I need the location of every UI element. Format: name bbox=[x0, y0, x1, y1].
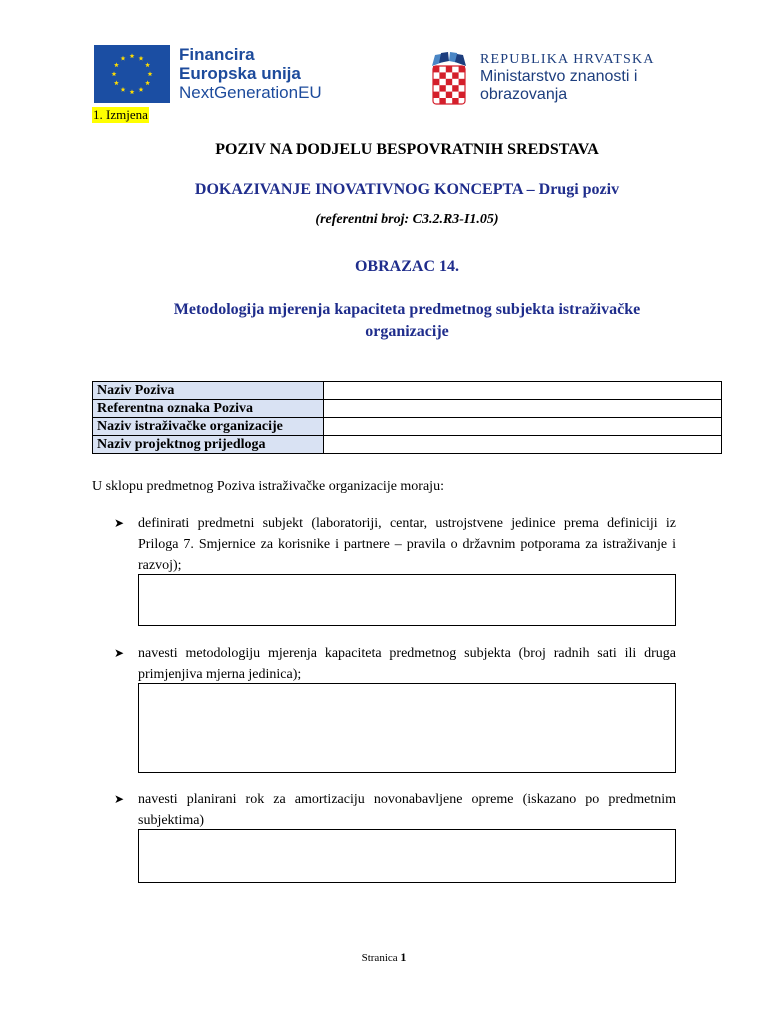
checkerboard-square bbox=[446, 92, 452, 98]
page-number: 1 bbox=[400, 950, 407, 964]
checkerboard-square bbox=[439, 72, 445, 78]
ministry-logo-line2: Ministarstvo znanosti i bbox=[480, 68, 638, 85]
answer-box[interactable] bbox=[138, 574, 676, 626]
eu-star-icon bbox=[145, 80, 150, 85]
form-title bbox=[0, 299, 768, 343]
document-title: POZIV NA DODJELU BESPOVRATNIH SREDSTAVA bbox=[215, 141, 599, 158]
eu-star-icon bbox=[130, 89, 135, 94]
document-subtitle: DOKAZIVANJE INOVATIVNOG KONCEPTA – Drugi poziv bbox=[194, 181, 620, 198]
eu-star-icon bbox=[139, 56, 144, 61]
bullet-text: navesti planirani rok za amortizaciju novonabavljene opreme (iskazano po predmetnim subjektima) bbox=[138, 792, 676, 828]
reference-number: (referentni broj: C3.2.R3-I1.05) bbox=[315, 212, 499, 227]
bullet-item bbox=[114, 643, 676, 685]
checkerboard-square bbox=[433, 79, 439, 85]
eu-star-icon bbox=[148, 71, 153, 76]
eu-logo-line1: Financira bbox=[179, 45, 255, 64]
answer-box[interactable] bbox=[138, 829, 676, 883]
checkerboard-square bbox=[446, 66, 452, 72]
eu-star-icon bbox=[121, 87, 126, 92]
eu-flag-icon bbox=[94, 45, 170, 103]
info-table bbox=[92, 381, 722, 454]
info-label: Referentna oznaka Poziva bbox=[93, 400, 324, 418]
form-title-line2: organizacije bbox=[365, 323, 449, 340]
table-row bbox=[93, 400, 722, 418]
info-label: Naziv projektnog prijedloga bbox=[93, 436, 324, 454]
bullet-item bbox=[114, 513, 676, 576]
checkerboard-square bbox=[446, 79, 452, 85]
info-value-field[interactable] bbox=[324, 418, 722, 436]
checkerboard-square bbox=[459, 92, 465, 98]
checkerboard-square bbox=[433, 66, 439, 72]
form-number: OBRAZAC 14. bbox=[354, 258, 459, 275]
eu-star-icon bbox=[139, 87, 144, 92]
table-row bbox=[93, 382, 722, 400]
eu-star-icon bbox=[112, 71, 117, 76]
eu-star-icon bbox=[145, 62, 150, 67]
checkerboard-square bbox=[452, 85, 458, 91]
bullet-item bbox=[114, 789, 676, 831]
info-value-field[interactable] bbox=[324, 400, 722, 418]
bullet-text: definirati predmetni subjekt (laboratoriji, centar, ustrojstvene jedinice prema definiciji iz Priloga 7. Smjernice za korisnike i partnere – pravila o državnim potporama za istraživanje i razvoj); bbox=[138, 516, 676, 573]
page-footer bbox=[0, 950, 768, 965]
form-title-line1: Metodologija mjerenja kapaciteta predmetnog subjekta istraživačke bbox=[173, 301, 641, 318]
eu-star-icon bbox=[114, 80, 119, 85]
checkerboard-square bbox=[433, 92, 439, 98]
checkerboard-square bbox=[459, 79, 465, 85]
info-label: Naziv Poziva bbox=[93, 382, 324, 400]
ministry-logo bbox=[430, 52, 655, 106]
croatian-coat-of-arms-icon bbox=[430, 52, 468, 106]
arrow-bullet-icon: ➤ bbox=[114, 516, 125, 530]
footer-label: Stranica bbox=[361, 952, 398, 964]
checkerboard-square bbox=[459, 66, 465, 72]
info-value-field[interactable] bbox=[324, 382, 722, 400]
arrow-bullet-icon: ➤ bbox=[114, 646, 125, 660]
ministry-logo-line3: obrazovanja bbox=[480, 86, 568, 103]
eu-star-icon bbox=[121, 56, 126, 61]
eu-star-icon bbox=[130, 53, 135, 58]
ministry-logo-line1: REPUBLIKA HRVATSKA bbox=[480, 52, 655, 67]
checkerboard-square bbox=[439, 98, 445, 104]
checkerboard-square bbox=[452, 72, 458, 78]
info-value-field[interactable] bbox=[324, 436, 722, 454]
eu-logo-line3: NextGenerationEU bbox=[179, 83, 322, 102]
table-row bbox=[93, 418, 722, 436]
intro-text: U sklopu predmetnog Poziva istraživačke organizacije moraju: bbox=[92, 479, 444, 494]
revision-tag: 1. Izmjena bbox=[93, 107, 148, 122]
checkerboard-square bbox=[439, 85, 445, 91]
checkerboard-square bbox=[452, 98, 458, 104]
eu-logo-line2: Europska unija bbox=[179, 64, 301, 83]
bullet-text: navesti metodologiju mjerenja kapaciteta predmetnog subjekta (broj radnih sati ili druga primjenjiva mjerna jedinica); bbox=[138, 646, 676, 682]
table-row bbox=[93, 436, 722, 454]
answer-box[interactable] bbox=[138, 683, 676, 773]
arrow-bullet-icon: ➤ bbox=[114, 792, 125, 806]
info-label: Naziv istraživačke organizacije bbox=[93, 418, 324, 436]
eu-funding-logo bbox=[94, 45, 322, 103]
eu-star-icon bbox=[114, 62, 119, 67]
